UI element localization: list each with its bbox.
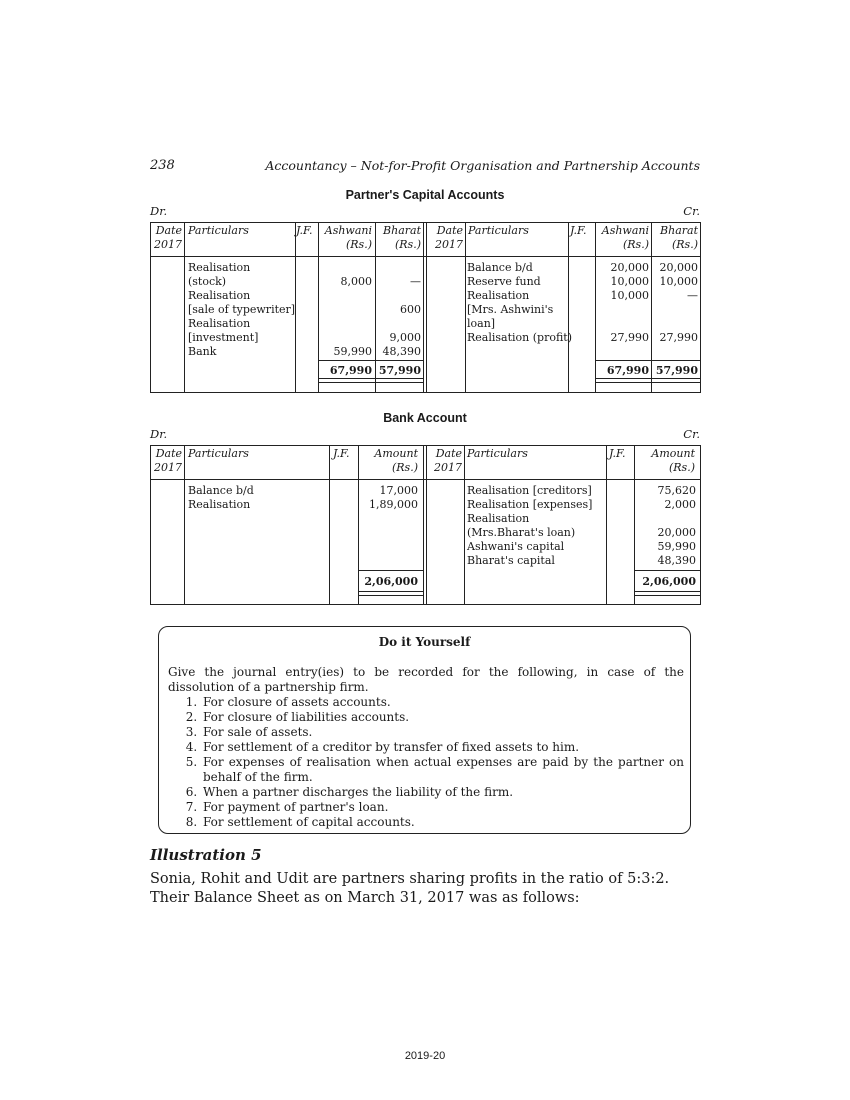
dr-jf-header: J.F.	[296, 224, 313, 237]
dr-ashwani-unit: (Rs.)	[345, 238, 372, 251]
dr-particulars-header: Particulars	[188, 224, 249, 237]
ledger-amount: 48,390	[382, 345, 421, 358]
ledger-amount: 20,000	[610, 261, 649, 274]
list-item: 5. For expenses of realisation when actual expenses are paid by the partner on behalf of the firm.	[201, 755, 684, 785]
ledger-amount: 17,000	[379, 484, 418, 497]
do-it-yourself-body	[168, 665, 684, 830]
ledger-particular: Realisation	[188, 317, 251, 330]
ledger-particular: Realisation	[188, 498, 251, 511]
ledger-particular: Balance b/d	[467, 261, 533, 274]
bank-dr-jf-header: J.F.	[333, 447, 350, 460]
ledger-particular: loan]	[467, 317, 496, 330]
ledger-particular: (stock)	[188, 275, 227, 288]
ledger-total: 2,06,000	[364, 575, 418, 588]
ledger-amount: 9,000	[389, 331, 421, 344]
ledger-particular: (Mrs.Bharat's loan)	[467, 526, 576, 539]
page-number: 238	[150, 158, 175, 173]
ledger-amount: 2,000	[664, 498, 696, 511]
ledger-particular: [Mrs. Ashwini's	[467, 303, 554, 316]
bank-dr-unit: (Rs.)	[391, 461, 418, 474]
ledger-total: 67,990	[606, 364, 649, 377]
ledger-total: 57,990	[655, 364, 698, 377]
cr-particulars-header: Particulars	[468, 224, 529, 237]
do-it-yourself-box	[158, 626, 691, 834]
bank-cr-particulars-header: Particulars	[467, 447, 528, 460]
list-item: 6. When a partner discharges the liability of the firm.	[201, 785, 684, 800]
list-item: 8. For settlement of capital accounts.	[201, 815, 684, 830]
ledger-amount: 20,000	[659, 261, 698, 274]
ledger-amount: 10,000	[659, 275, 698, 288]
dr-ashwani-header: Ashwani	[324, 224, 372, 237]
dr-year-header: 2017	[154, 238, 182, 251]
list-item: 4. For settlement of a creditor by transfer of fixed assets to him.	[201, 740, 684, 755]
ledger-total: 67,990	[329, 364, 372, 377]
bank-dr-particulars-header: Particulars	[188, 447, 249, 460]
capital-cr-label: Cr.	[683, 204, 700, 218]
ledger-amount: 8,000	[340, 275, 372, 288]
ledger-particular: Ashwani's capital	[467, 540, 565, 553]
bank-dr-year-header: 2017	[154, 461, 182, 474]
bank-account-table	[150, 445, 701, 605]
ledger-particular: Realisation [expenses]	[467, 498, 593, 511]
list-item: 1. For closure of assets accounts.	[201, 695, 684, 710]
bank-cr-year-header: 2017	[434, 461, 462, 474]
ledger-particular: Realisation	[188, 261, 251, 274]
ledger-particular: Reserve fund	[467, 275, 541, 288]
bank-dr-amount-header: Amount	[374, 447, 418, 460]
ledger-amount: 20,000	[657, 526, 696, 539]
cr-date-header: Date	[436, 224, 463, 237]
ledger-particular: Bank	[188, 345, 217, 358]
bank-dr-label: Dr.	[150, 427, 168, 441]
ledger-amount: 27,990	[610, 331, 649, 344]
ledger-particular: Realisation (profit)	[467, 331, 572, 344]
cr-ashwani-header: Ashwani	[601, 224, 649, 237]
bank-cr-jf-header: J.F.	[609, 447, 626, 460]
capital-accounts-table	[150, 222, 701, 393]
bank-cr-amount-header: Amount	[651, 447, 695, 460]
ledger-amount: 1,89,000	[369, 498, 418, 511]
illustration-text: Sonia, Rohit and Udit are partners sharing profits in the ratio of 5:3:2. Their Balance Sheet as on March 31, 2017 was as follows:	[150, 871, 670, 906]
bank-cr-label: Cr.	[683, 427, 700, 441]
bank-cr-unit: (Rs.)	[668, 461, 695, 474]
do-it-yourself-title: Do it Yourself	[378, 635, 471, 649]
ledger-amount: —	[410, 275, 421, 288]
dr-bharat-header: Bharat	[383, 224, 421, 237]
cr-year-header: 2017	[435, 238, 463, 251]
list-item: 2. For closure of liabilities accounts.	[201, 710, 684, 725]
ledger-particular: Bharat's capital	[467, 554, 555, 567]
ledger-particular: Realisation [creditors]	[467, 484, 592, 497]
ledger-particular: Realisation	[467, 289, 530, 302]
illustration-heading: Illustration 5	[150, 846, 262, 864]
ledger-particular: Realisation	[467, 512, 530, 525]
list-item: 3. For sale of assets.	[201, 725, 684, 740]
ledger-total: 57,990	[378, 364, 421, 377]
dr-bharat-unit: (Rs.)	[394, 238, 421, 251]
ledger-particular: [sale of typewriter]	[188, 303, 296, 316]
ledger-particular: Realisation	[188, 289, 251, 302]
ledger-amount: 27,990	[659, 331, 698, 344]
dr-date-header: Date	[155, 224, 182, 237]
do-it-yourself-intro: Give the journal entry(ies) to be recorded for the following, in case of the dissolution of a partnership firm.	[168, 665, 684, 694]
cr-jf-header: J.F.	[570, 224, 587, 237]
ledger-particular: Balance b/d	[188, 484, 254, 497]
bank-account-title: Bank Account	[383, 411, 467, 425]
list-item: 7. For payment of partner's loan.	[201, 800, 684, 815]
cr-bharat-header: Bharat	[660, 224, 698, 237]
ledger-amount: 10,000	[610, 289, 649, 302]
capital-accounts-title: Partner's Capital Accounts	[345, 188, 505, 202]
ledger-amount: —	[687, 289, 698, 302]
bank-cr-date-header: Date	[435, 447, 462, 460]
running-title: Accountancy – Not-for-Profit Organisation and Partnership Accounts	[265, 158, 700, 173]
cr-ashwani-unit: (Rs.)	[622, 238, 649, 251]
ledger-particular: [investment]	[188, 331, 259, 344]
ledger-total: 2,06,000	[642, 575, 696, 588]
cr-bharat-unit: (Rs.)	[671, 238, 698, 251]
ledger-amount: 75,620	[657, 484, 696, 497]
do-it-yourself-list	[168, 695, 684, 830]
capital-dr-label: Dr.	[150, 204, 168, 218]
ledger-amount: 59,990	[333, 345, 372, 358]
ledger-amount: 59,990	[657, 540, 696, 553]
ledger-amount: 600	[400, 303, 421, 316]
ledger-amount: 10,000	[610, 275, 649, 288]
page-footer: 2019-20	[404, 1050, 446, 1062]
bank-dr-date-header: Date	[155, 447, 182, 460]
ledger-amount: 48,390	[657, 554, 696, 567]
